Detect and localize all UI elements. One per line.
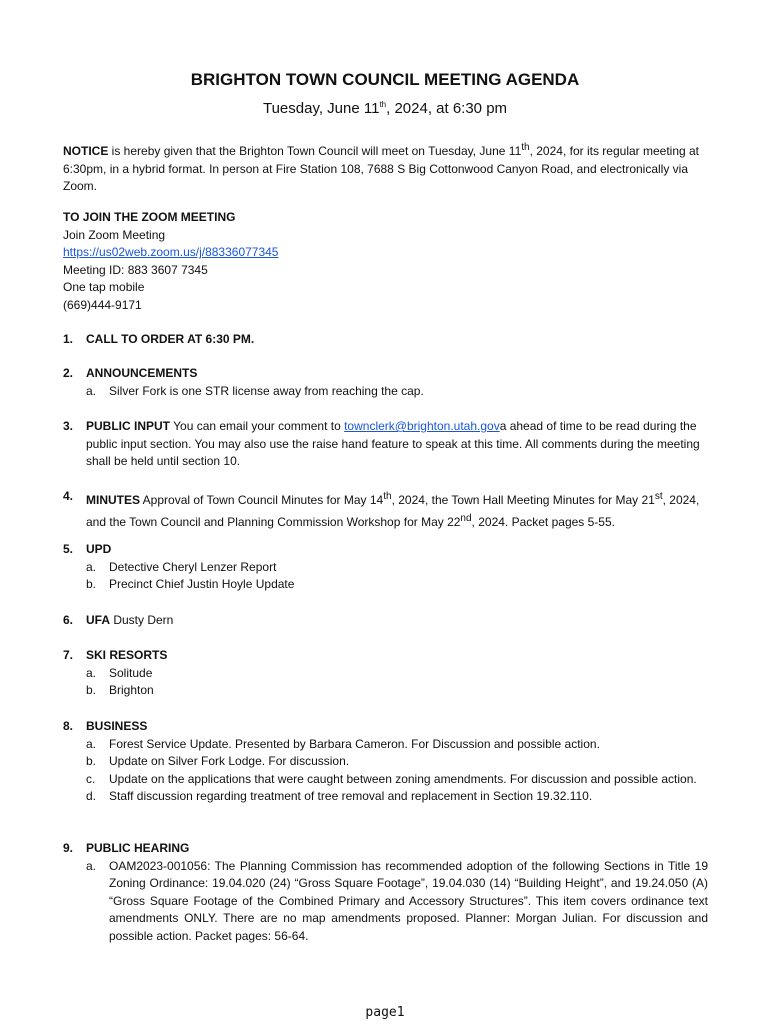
sub-letter: b. — [86, 754, 97, 769]
item-number: 1. — [63, 332, 74, 346]
sub-text: Brighton — [109, 683, 154, 698]
item-title: PUBLIC HEARING — [86, 841, 190, 855]
agenda-item-2 — [63, 365, 708, 400]
notice-lead: NOTICE — [63, 144, 109, 158]
page-title: BRIGHTON TOWN COUNCIL MEETING AGENDA — [190, 70, 580, 89]
item-text: Dusty Dern — [110, 613, 174, 627]
zoom-link[interactable]: https://us02web.zoom.us/j/88336077345 — [63, 245, 279, 260]
sub-text: Update on Silver Fork Lodge. For discussion. — [109, 754, 350, 769]
agenda-item-7 — [63, 647, 708, 700]
date-text: Tuesday, June 11 — [262, 100, 380, 117]
notice-paragraph — [63, 139, 711, 196]
item-number: 4. — [63, 489, 74, 503]
zoom-join-label: Join Zoom Meeting — [63, 227, 166, 242]
item-title: SKI RESORTS — [86, 648, 168, 662]
sub-item — [86, 788, 708, 806]
agenda-item-1 — [63, 331, 708, 349]
sub-item — [86, 858, 708, 946]
sub-text: OAM2023-001056: The Planning Commission has recommended adoption of the following Sections in Title 19 Zoning Ordinance: 19.04.020 (24) “Gross Square Footage”, 19.04.030 (14) “Building Height”, and 19.24.050 (A) “Gross Square Footage of the Combined Primary and Accessory Structures”. This item covers ordinance text amendments ONLY. There are no map amendments proposed. Planner: Morgan Julian. For discussion and possible action. Packet pages: 56-64. — [109, 858, 708, 943]
zoom-phone: (669)444-9171 — [63, 297, 142, 312]
zoom-meeting-id: Meeting ID: 883 3607 7345 — [63, 262, 208, 277]
notice-text-1: is hereby given that the Brighton Town Council will meet on Tuesday, June 11 — [108, 144, 522, 158]
sub-item — [86, 383, 708, 401]
sub-item — [86, 771, 708, 789]
sub-text: Detective Cheryl Lenzer Report — [109, 559, 277, 574]
notice-text-2: , 2024, for its regular meeting at 6:30pm, in a hybrid format. In person at Fire Station 108, 7688 S Big Cottonwood Canyon Road, and electronically via Zoom. — [63, 144, 700, 194]
item-title: UFA — [86, 613, 110, 627]
sub-item — [86, 559, 708, 577]
item-title: BUSINESS — [86, 719, 148, 733]
item-number: 2. — [63, 366, 74, 380]
sub-text: Precinct Chief Justin Hoyle Update — [109, 577, 295, 592]
sub-item — [86, 576, 708, 594]
date-sup: th — [379, 100, 387, 109]
minutes-sup-2: st — [654, 491, 663, 502]
agenda-item-9 — [63, 840, 708, 946]
sub-text: Staff discussion regarding treatment of tree removal and replacement in Section 19.32.110. — [109, 789, 593, 804]
item-title: MINUTES — [86, 493, 140, 507]
item-number: 3. — [63, 419, 74, 433]
item-text: You can email your comment to — [170, 419, 345, 433]
item-title: CALL TO ORDER AT 6:30 PM. — [86, 332, 255, 346]
agenda-item-5 — [63, 541, 708, 594]
minutes-text-4: , 2024. Packet pages 5-55. — [471, 514, 615, 529]
minutes-text-2: , 2024, the Town Hall Meeting Minutes for May 21 — [391, 493, 655, 507]
minutes-text-1: Approval of Town Council Minutes for May 14 — [140, 493, 384, 507]
sub-letter: a. — [86, 858, 97, 873]
sub-letter: a. — [86, 736, 97, 751]
sub-letter: a. — [86, 559, 97, 574]
item-text-2: a ahead of time to be read during the public input section. You may also use the raise hand feature to speak at this time. All comments during the meeting shall be held until section 10. — [86, 419, 700, 469]
item-number: 8. — [63, 719, 74, 733]
agenda-item-6 — [63, 612, 708, 630]
meeting-date — [0, 100, 770, 117]
sub-letter: b. — [86, 683, 97, 698]
agenda-item-4 — [63, 488, 708, 531]
item-title: ANNOUNCEMENTS — [86, 366, 198, 380]
zoom-section — [63, 209, 711, 315]
sub-letter: d. — [86, 789, 97, 804]
minutes-sup-3: nd — [460, 512, 472, 524]
item-number: 9. — [63, 841, 74, 855]
sub-item — [86, 736, 708, 754]
item-title: UPD — [86, 542, 112, 556]
sub-item — [86, 753, 708, 771]
sub-text: Forest Service Update. Presented by Barbara Cameron. For Discussion and possible action. — [109, 736, 600, 751]
clerk-email-link[interactable]: townclerk@brighton.utah.gov — [344, 419, 500, 433]
date-time-text: , 2024, at 6:30 pm — [386, 100, 508, 117]
item-number: 5. — [63, 542, 74, 556]
minutes-sup-1: th — [383, 491, 392, 502]
agenda-item-3 — [63, 418, 708, 471]
item-number: 7. — [63, 648, 74, 662]
zoom-heading: TO JOIN THE ZOOM MEETING — [63, 210, 236, 224]
sub-text: Solitude — [109, 665, 153, 680]
page-number: page1 — [365, 1005, 405, 1020]
sub-letter: a. — [86, 665, 97, 680]
sub-text: Silver Fork is one STR license away from reaching the cap. — [109, 383, 424, 398]
sub-letter: c. — [86, 771, 96, 786]
sub-item — [86, 665, 708, 683]
minutes-text-3: , 2024, and the Town Council and Planning Commission Workshop for May 22 — [86, 493, 700, 529]
sub-letter: a. — [86, 383, 97, 398]
sub-item — [86, 682, 708, 700]
sub-text: Update on the applications that were caught between zoning amendments. For discussion and possible action. — [109, 771, 697, 786]
zoom-one-tap: One tap mobile — [63, 280, 145, 295]
sub-letter: b. — [86, 577, 97, 592]
notice-sup: th — [521, 142, 530, 153]
agenda-item-8 — [63, 718, 708, 806]
item-title: PUBLIC INPUT — [86, 419, 170, 433]
item-number: 6. — [63, 613, 74, 627]
